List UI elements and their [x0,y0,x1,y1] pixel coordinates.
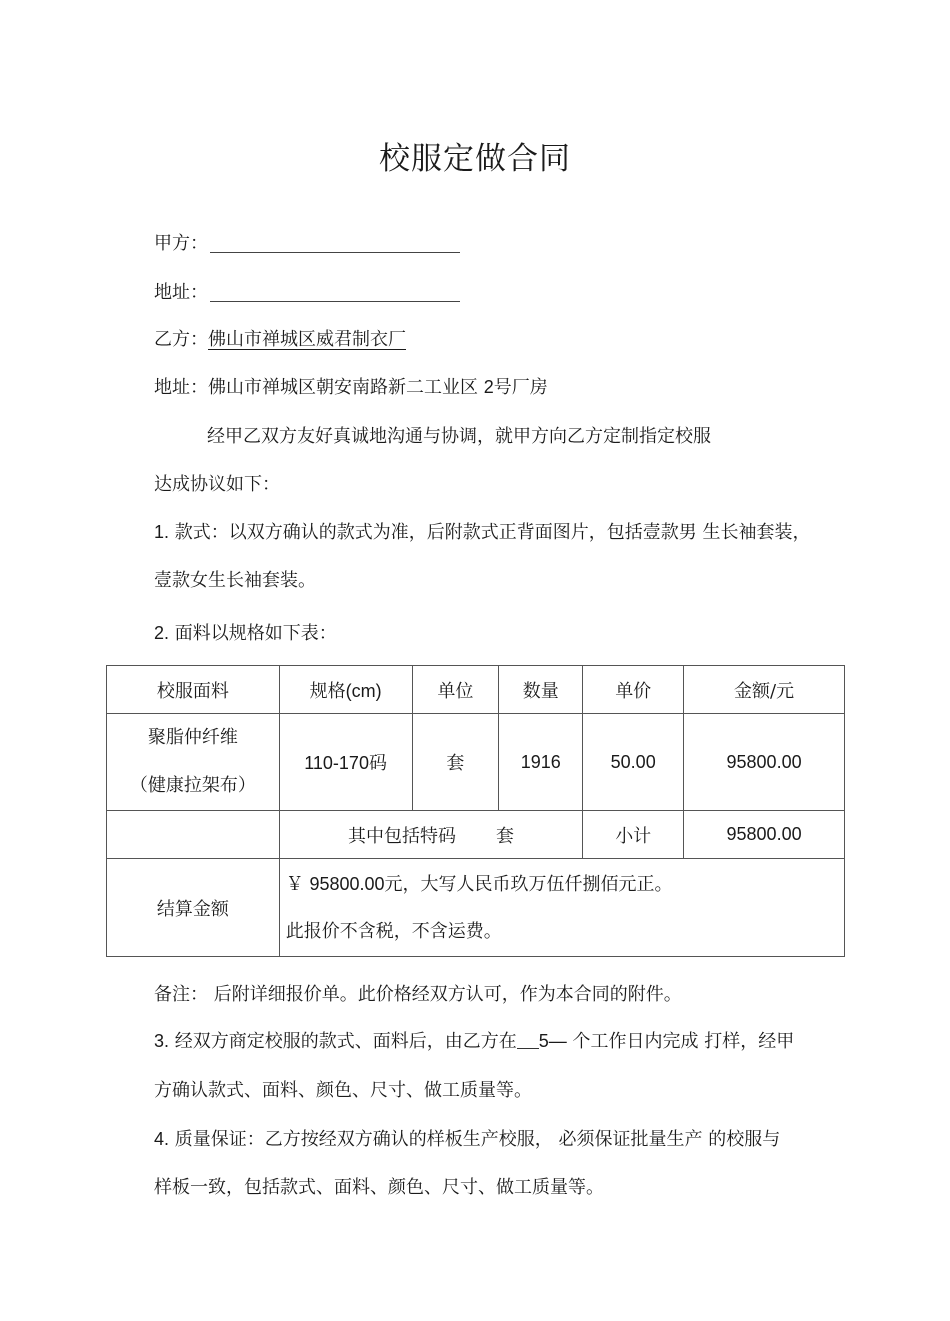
clause-4-number: 4. [154,1129,170,1149]
settlement-line-1 [286,860,844,908]
party-a-label: 甲方： [154,233,208,254]
party-a-address-line [154,278,460,304]
party-b-address-text: 佛山市禅城区朝安南路新二工业区 [208,377,478,398]
fabric-note: （健康拉架布） [129,775,256,796]
clause-1-number: 1. [154,522,170,542]
subtotal-cell: 95800.00 [684,811,845,859]
party-b-address-suffix: 号厂房 [493,377,548,398]
party-b-line [154,325,406,351]
special-size-unit: 套 [495,825,514,847]
clause-3-line-1 [154,1027,794,1053]
party-a-line [154,229,460,255]
settlement-row [107,859,845,957]
clause-3-line-2: 方确认款式、面料、颜色、尺寸、做工质量等。 [154,1080,532,1101]
clause-3-days: 5— [538,1031,567,1051]
clause-4-line-1 [154,1125,780,1151]
header-unit: 单位 [412,666,499,714]
page-title: 校服定做合同 [379,141,571,177]
remark-line: 备注： 后附详细报价单。此价格经双方认可，作为本合同的附件。 [154,984,682,1005]
fabric-name: 聚脂仲纤维 [147,727,238,748]
fabric-table [106,665,845,957]
party-b-address-line [154,373,548,399]
party-a-address-label: 地址： [154,282,208,303]
table-row [107,714,845,811]
party-a-address-blank[interactable] [210,281,460,302]
special-size-row [107,811,845,859]
special-size-text: 其中包括特码 [347,825,456,847]
header-price: 单价 [583,666,684,714]
clause-1-line-2: 壹款女生长袖套装。 [154,570,316,591]
clause-3-number: 3. [154,1031,170,1051]
currency-symbol: ￥ [285,873,304,895]
party-a-blank[interactable] [210,232,460,253]
party-b-address-num: 2 [483,377,494,397]
special-empty-cell [107,811,280,859]
subtotal-label-cell: 小计 [583,811,684,859]
fabric-cell [107,714,280,811]
party-b-address-label: 地址： [154,377,208,398]
amount-cell: 95800.00 [684,714,845,811]
clause-1-text: 款式：以双方确认的款式为准，后附款式正背面图片，包括壹款男 生长袖套装， [174,522,811,543]
clause-1-line-1 [154,518,810,544]
price-cell: 50.00 [583,714,684,811]
header-spec: 规格(cm) [279,666,412,714]
clause-3-post: 个工作日内完成 打样，经甲 [572,1031,795,1052]
unit-cell: 套 [412,714,499,811]
clause-2-text: 面料以规格如下表： [174,623,337,644]
clause-2-number: 2. [154,623,170,643]
header-amount: 金额/元 [684,666,845,714]
settlement-detail-cell [279,859,844,957]
settlement-amount-words: 元，大写人民币玖万伍仟捌佰元正。 [384,873,673,895]
special-size-cell [279,811,583,859]
qty-cell: 1916 [499,714,583,811]
intro-line-1: 经甲乙双方友好真诚地沟通与协调，就甲方向乙方定制指定校服 [207,426,711,447]
intro-line-2: 达成协议如下： [154,474,280,495]
table-header-row [107,666,845,714]
party-b-label: 乙方： [154,329,208,350]
clause-3-pre: 经双方商定校服的款式、面料后，由乙方在 [174,1031,517,1052]
clause-4-line-2: 样板一致，包括款式、面料、颜色、尺寸、做工质量等。 [154,1177,604,1198]
header-qty: 数量 [499,666,583,714]
header-fabric: 校服面料 [107,666,280,714]
settlement-label-cell: 结算金额 [107,859,280,957]
clause-2-line [154,619,337,645]
clause-4-text: 质量保证：乙方按经双方确认的样板生产校服， 必须保证批量生产 的校服与 [174,1129,781,1150]
settlement-amount: 95800.00 [309,873,385,894]
party-b-name: 佛山市禅城区威君制衣厂 [208,329,406,350]
spec-cell: 110-170码 [279,714,412,811]
settlement-line-2: 此报价不含税，不含运费。 [285,920,502,942]
